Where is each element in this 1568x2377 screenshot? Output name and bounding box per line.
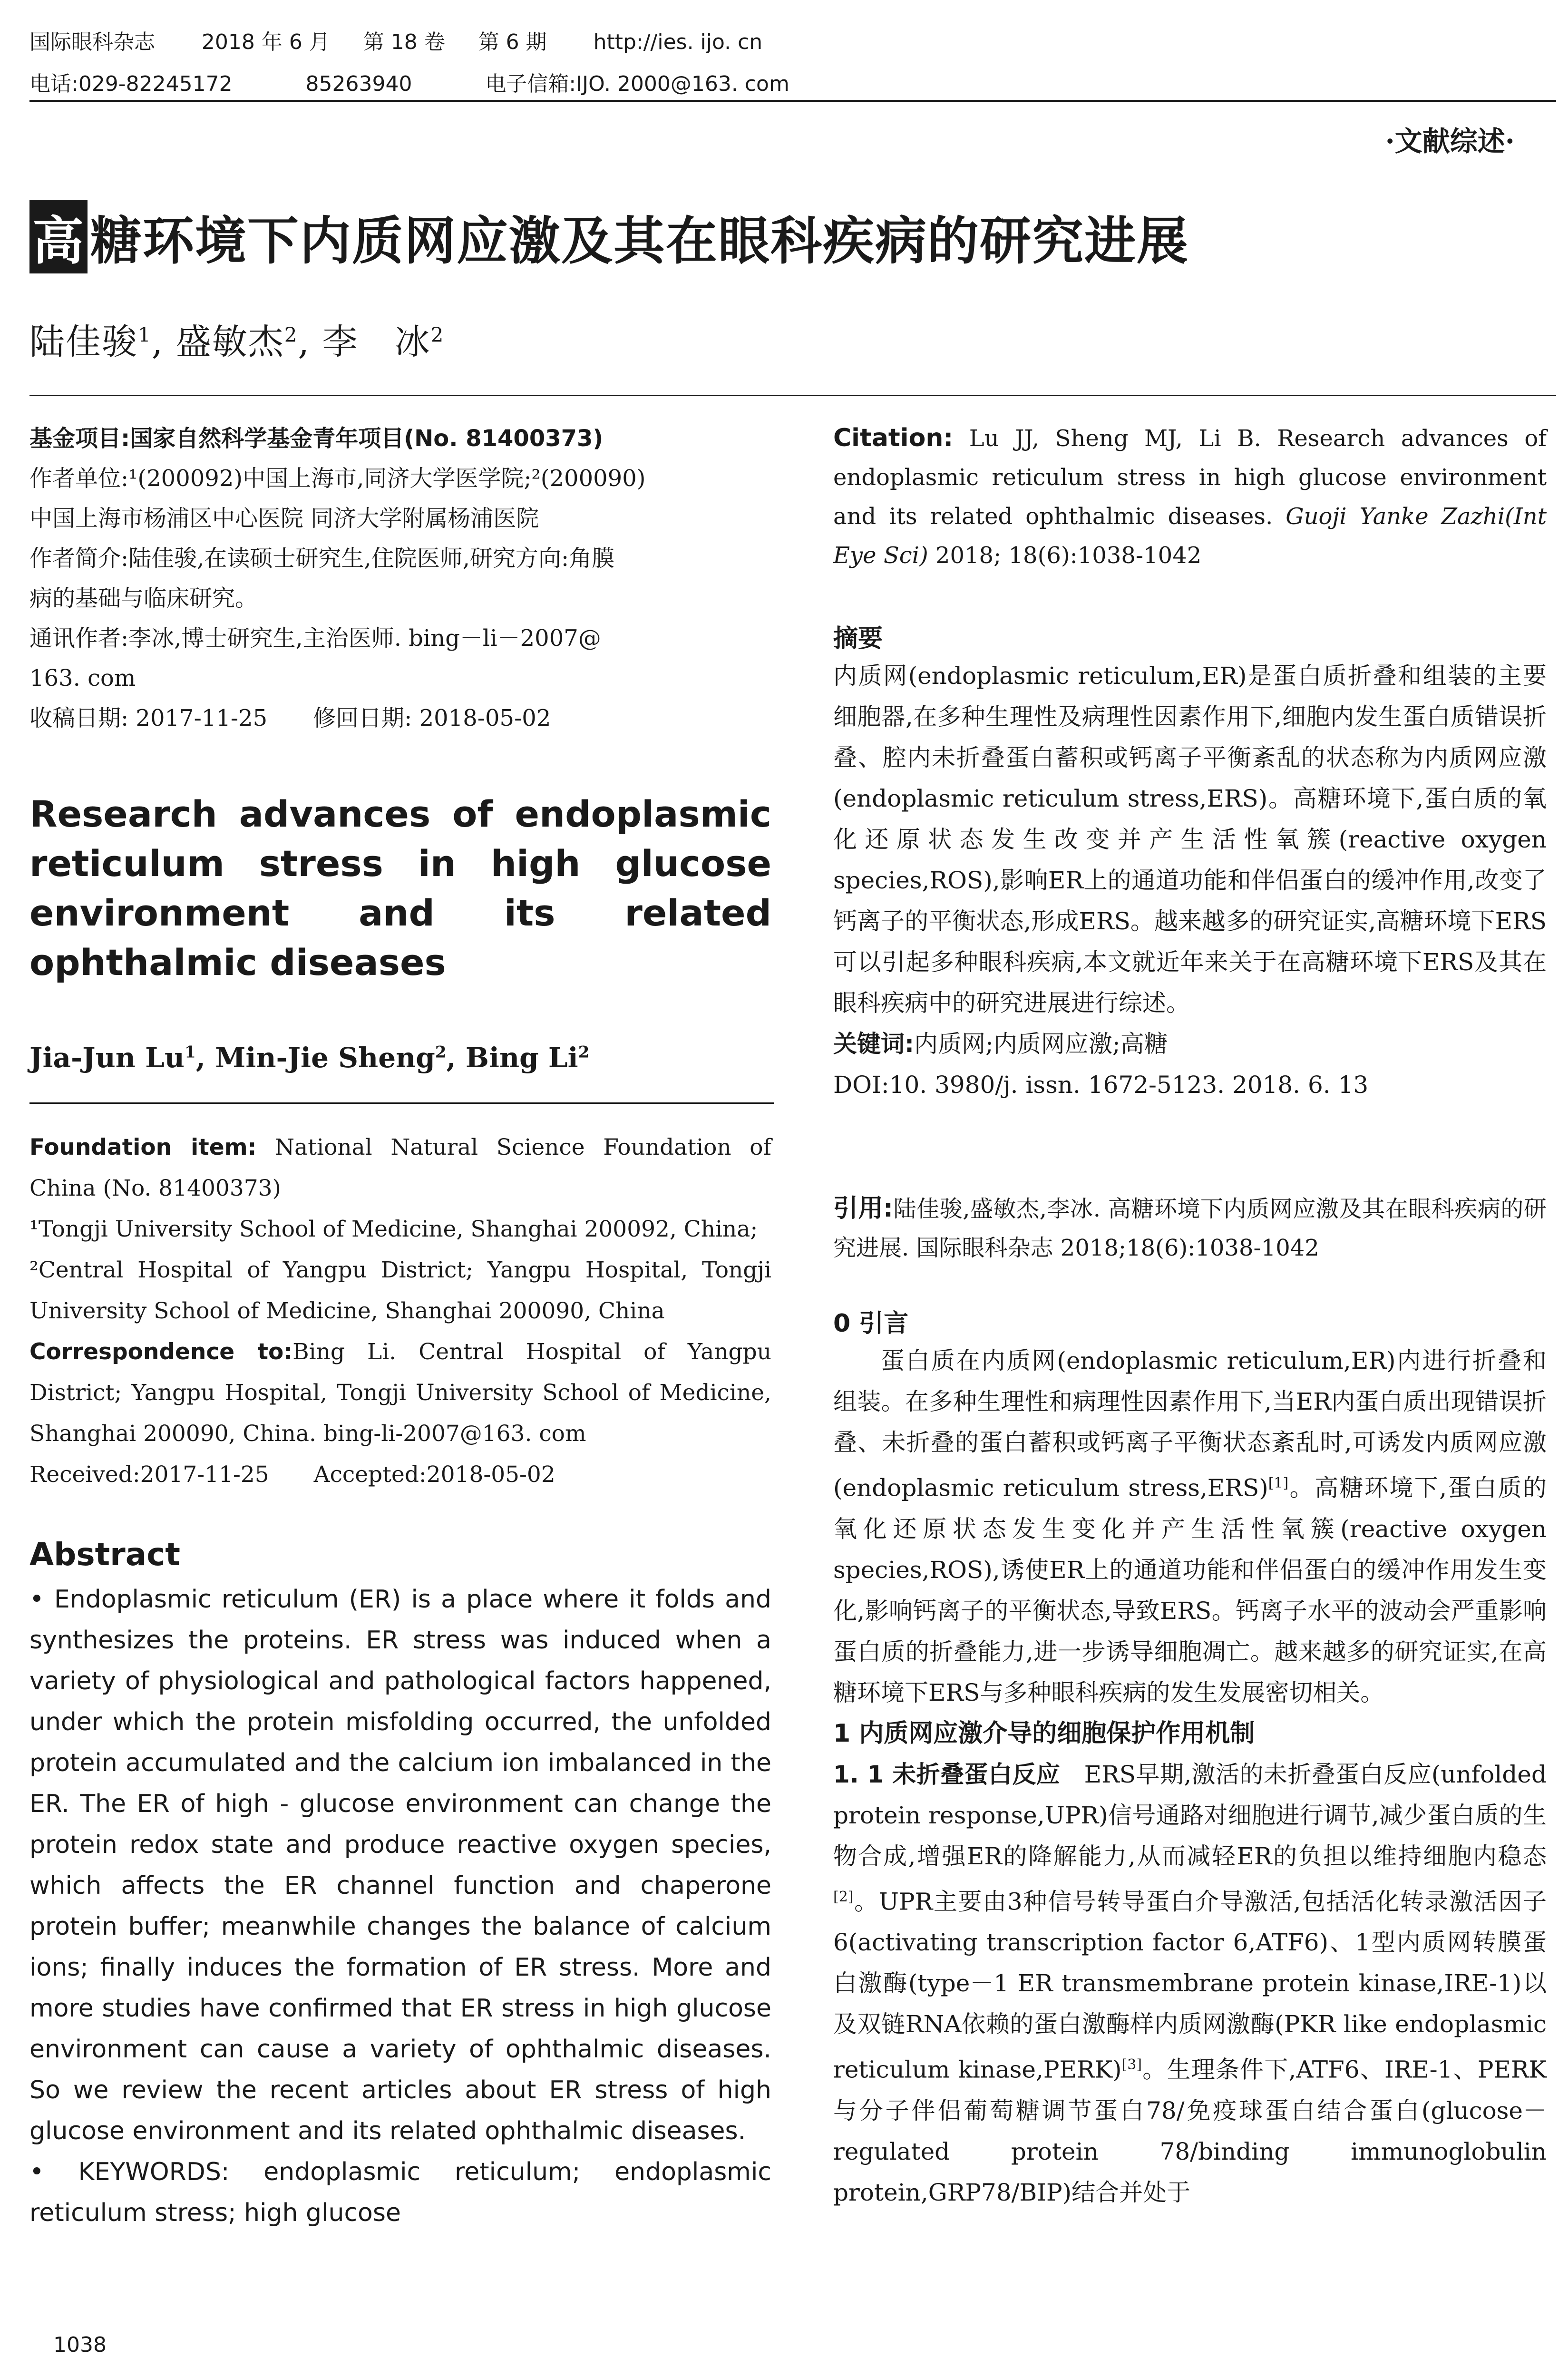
intro-ref-1: [1] (1268, 1475, 1289, 1491)
abstract-text: • Endoplasmic reticulum (ER) is a place where it folds and synthesizes the proteins. ER stress was induced when a variety of physiological and pathological factors happened, under which the protein misfolding occurred, the unfolded protein accumulated and the calcium ion imbalanced in the ER. The ER of high - glucose environment can change the protein redox state and produce reactive oxygen species, which affects the ER channel function and chaperone protein buffer; meanwhile changes the balance of calcium ions; finally induces the formation of ER stress. More and more studies have confirmed that ER stress in high glucose environment can cause a variety of ophthalmic diseases. So we review the recent articles about ER stress of high glucose environment and its related ophthalmic diseases. (29, 1585, 771, 2145)
correspondence-label: Correspondence to: (29, 1339, 293, 1365)
en-title-line1: Research advances of endoplasmic (29, 793, 771, 835)
title-first-char: 高 (29, 200, 88, 273)
doi: DOI:10. 3980/j. issn. 1672-5123. 2018. 6. 13 (833, 1071, 1369, 1099)
en-author-1: Jia-Jun Lu (29, 1042, 185, 1074)
phone: 电话:029-82245172 (29, 72, 233, 96)
author-1-aff: 1 (138, 323, 152, 347)
section1-heading: 1 内质网应激介导的细胞保护作用机制 (833, 1719, 1255, 1748)
title-rest: 糖环境下内质网应激及其在眼科疾病的研究进展 (90, 212, 1189, 271)
section1-paragraph (833, 1754, 1547, 2213)
dates-cn: 收稿日期: 2017-11-25 修回日期: 2018-05-02 (29, 705, 551, 731)
section1-subheading: 1. 1 未折叠蛋白反应 (833, 1760, 1061, 1788)
citation-text: Lu JJ, Sheng MJ, Li B. Research advances of endoplasmic reticulum stress in high glucose environment and its related ophthalmic diseases. (833, 425, 1547, 530)
en-author-3-aff: 2 (578, 1042, 590, 1062)
en-author-3: Bing Li (465, 1042, 578, 1074)
en-title-line4: ophthalmic diseases (29, 941, 446, 984)
foundation-en-label: Foundation item: (29, 1134, 257, 1160)
correspondence-en (29, 1332, 771, 1454)
abstract-heading: Abstract (29, 1536, 180, 1573)
cn-keywords (833, 1023, 1547, 1064)
page-number: 1038 (53, 2333, 107, 2357)
citation-label: Citation: (833, 424, 954, 452)
citation-en (833, 419, 1547, 575)
section1-text-b: 。UPR主要由3种信号转导蛋白介导激活,包括活化转录激活因子6(activating transcription factor 6,ATF6)、1型内质网转膜蛋白激酶(type－1 ER transmembrane protein kinase,IRE-1)以及双链RNA依赖的蛋白激酶样内质网激酶(PKR like endoplasmic reticulum kinase,PERK) (833, 1888, 1547, 2084)
foundation-en-text: National Natural Science Foundation of China (No. 81400373) (29, 1134, 771, 1201)
volume: 第 18 卷 (363, 30, 445, 54)
cn-meta-block (29, 419, 762, 738)
journal-name: 国际眼科杂志 (29, 30, 155, 54)
cn-keywords-text: 内质网;内质网应激;高糖 (914, 1030, 1168, 1058)
article-title (29, 200, 1189, 273)
authors-en: Jia-Jun Lu$^1$, Min-Jie Sheng$^2$, Bing Li$^2$ (29, 1042, 590, 1074)
bio-line1: 作者简介:陆佳骏,在读硕士研究生,住院医师,研究方向:角膜 (29, 545, 615, 572)
correspondence-text: Bing Li. Central Hospital of Yangpu District; Yangpu Hospital, Tongji University School of Medicine, Shanghai 200090, China. bing-li-2007@163. com (29, 1339, 771, 1447)
abstract-keywords: • KEYWORDS: endoplasmic reticulum; endoplasmic reticulum stress; high glucose (29, 2158, 771, 2227)
section1-ref-2: [2] (833, 1888, 854, 1905)
header-rule (29, 100, 1556, 102)
author-3: 李 冰 (322, 321, 431, 362)
author-2: 盛敏杰 (175, 321, 284, 362)
en-title-line2: reticulum stress in high glucose (29, 842, 771, 885)
foundation-cn (29, 419, 762, 458)
issue-date: 2018 年 6 月 (201, 30, 330, 54)
author-1: 陆佳骏 (29, 321, 138, 362)
intro-text-a: 蛋白质在内质网(endoplasmic reticulum,ER)内进行折叠和组装。在多种生理性和病理性因素作用下,当ER内蛋白质出现错误折叠、未折叠的蛋白蓄积或钙离子平衡状态紊乱时,可诱发内质网应激(endoplasmic reticulum stress,ERS) (833, 1347, 1547, 1502)
cn-abstract-heading: 摘要 (833, 624, 883, 653)
en-author-1-aff: 1 (185, 1042, 196, 1062)
running-header-line2 (29, 67, 789, 97)
section1-text-a: ERS早期,激活的未折叠蛋白反应(unfolded protein response,UPR)信号通路对细胞进行调节,减少蛋白质的生物合成,增强ER的降解能力,从而减轻ER的负担以维持细胞内稳态 (833, 1760, 1547, 1870)
cn-abstract-body: 内质网(endoplasmic reticulum,ER)是蛋白质折叠和组装的主要细胞器,在多种生理性及病理性因素作用下,细胞内发生蛋白质错误折叠、腔内未折叠蛋白蓄积或钙离子平衡紊乱的状态称为内质网应激(endoplasmic reticulum stress,ERS)。高糖环境下,蛋白质的氧化还原状态发生改变并产生活性氧簇(reactive oxygen species,ROS),影响ER上的通道功能和伴侣蛋白的缓冲作用,改变了钙离子的平衡状态,形成ERS。越来越多的研究证实,高糖环境下ERS可以引起多种眼科疾病,本文就近年来关于在高糖环境下ERS及其在眼科疾病中的研究进展进行综述。 (833, 662, 1547, 1017)
en-author-2-aff: 2 (435, 1042, 447, 1062)
phone2: 85263940 (305, 72, 412, 96)
author-3-aff: 2 (430, 323, 445, 347)
corr-line2: 163. com (29, 665, 136, 692)
issue: 第 6 期 (478, 30, 547, 54)
citation-paragraph (833, 419, 1547, 575)
section-label: ·文献综述· (1385, 125, 1515, 157)
en-title-line3: environment and its related (29, 892, 771, 934)
title-rule (29, 395, 1556, 396)
cn-citation-label: 引用: (833, 1194, 893, 1223)
unit-line2: 中国上海市杨浦区中心医院 同济大学附属杨浦医院 (29, 505, 539, 532)
cn-keywords-label: 关键词: (833, 1030, 914, 1058)
foundation-cn-text: 基金项目:国家自然科学基金青年项目(No. 81400373) (29, 425, 604, 452)
abstract-body (29, 1579, 771, 2233)
section1-text-c: 。生理条件下,ATF6、IRE-1、PERK与分子伴侣葡萄糖调节蛋白78/免疫球蛋白结合蛋白(glucose－regulated protein 78/binding immunoglobulin protein,GRP78/BIP)结合并处于 (833, 2056, 1547, 2206)
affiliation-1: ¹Tongji University School of Medicine, Shanghai 200092, China; (29, 1216, 758, 1242)
intro-block (833, 1340, 1547, 2213)
citation-journal: Guoji Yanke Zazhi(Int Eye Sci) (833, 503, 1547, 569)
bio-line2: 病的基础与临床研究。 (29, 585, 258, 612)
affiliation-2: ²Central Hospital of Yangpu District; Yangpu Hospital, Tongji University School of Medicine, Shanghai 200090, China (29, 1257, 771, 1324)
unit-line1: 作者单位:¹(200092)中国上海市,同济大学医学院;²(200090) (29, 465, 646, 492)
english-title (29, 789, 771, 987)
intro-text-b: 。高糖环境下,蛋白质的氧化还原状态发生变化并产生活性氧簇(reactive oxygen species,ROS),诱使ER上的通道功能和伴侣蛋白的缓冲作用发生变化,影响钙离子的平衡状态,导致ERS。钙离子水平的波动会严重影响蛋白质的折叠能力,进一步诱导细胞凋亡。越来越多的研究证实,在高糖环境下ERS与多种眼科疾病的发生发展密切相关。 (833, 1474, 1547, 1706)
citation-tail: 2018; 18(6):1038-1042 (928, 542, 1202, 569)
section1-ref-3: [3] (1121, 2056, 1142, 2074)
running-header-line1 (29, 25, 762, 55)
en-meta-block (29, 1127, 771, 1495)
corr-line1: 通讯作者:李冰,博士研究生,主治医师. bing－li－2007@ (29, 625, 601, 652)
intro-paragraph (833, 1340, 1547, 1713)
authors-cn: 陆佳骏$^1$, 盛敏杰$^2$, 李 冰$^2$ (29, 321, 445, 362)
cn-citation-text: 陆佳骏,盛敏杰,李冰. 高糖环境下内质网应激及其在眼科疾病的研究进展. 国际眼科杂志 2018;18(6):1038-1042 (833, 1196, 1547, 1261)
email: 电子信箱:IJO. 2000@163. com (485, 72, 789, 96)
author-2-aff: 2 (284, 323, 298, 347)
en-authors-rule (29, 1102, 774, 1104)
cn-citation (833, 1189, 1547, 1267)
cn-abstract-block (833, 655, 1547, 1105)
journal-url: http://ies. ijo. cn (593, 30, 763, 54)
foundation-en (29, 1127, 771, 1209)
received-accepted: Received:2017-11-25 Accepted:2018-05-02 (29, 1461, 555, 1488)
en-author-2: Min-Jie Sheng (215, 1042, 435, 1074)
cn-citation-block (833, 1189, 1547, 1267)
intro-heading: 0 引言 (833, 1309, 909, 1338)
